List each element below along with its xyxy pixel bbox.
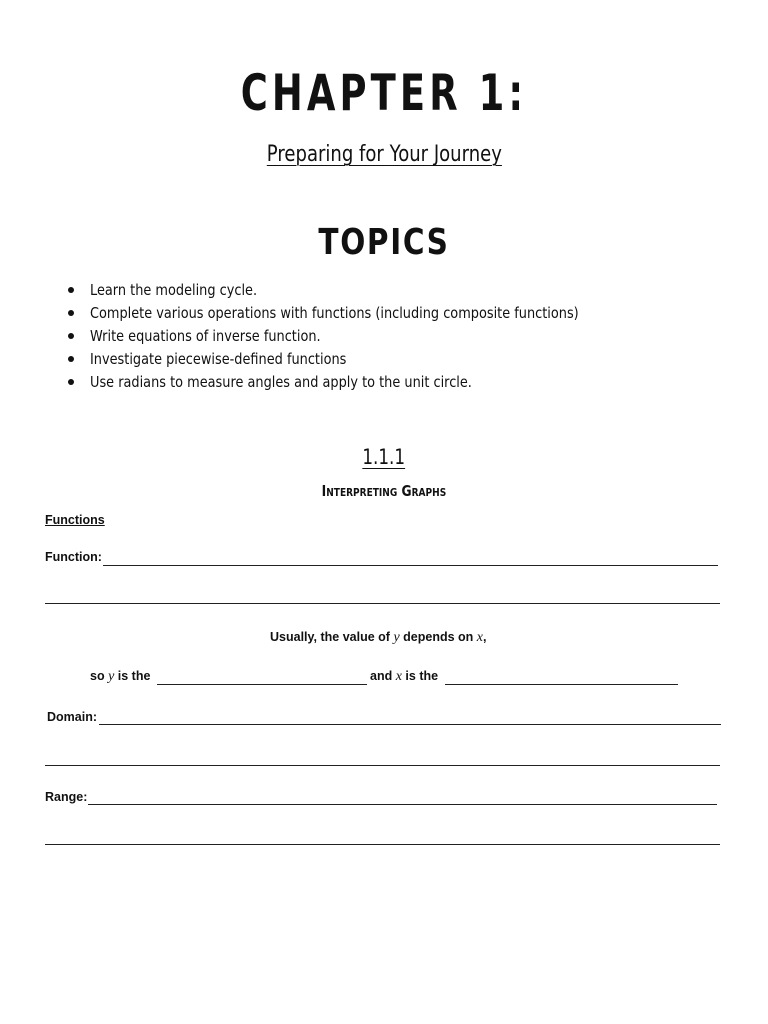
- chapter-title: CHAPTER 1:: [240, 64, 528, 122]
- range-answer-line[interactable]: [88, 804, 717, 805]
- function-answer-line-2[interactable]: [45, 603, 720, 604]
- range-label: Range:: [45, 790, 88, 804]
- bullet-icon: [68, 356, 74, 362]
- bullet-icon: [68, 310, 74, 316]
- chapter-subtitle: [0, 142, 768, 167]
- so-var-x: x: [395, 669, 402, 684]
- section-title: [0, 482, 768, 500]
- bullet-icon: [68, 333, 74, 339]
- so-and: and: [370, 669, 393, 683]
- section-number-text: 1.1.1: [362, 445, 406, 469]
- worksheet-page: CHAPTER 1: Preparing for Your Journey TOPICS Learn the modeling cycle. Complete various operations with functions (including composite functions) Write equations of inverse function. Investigate piecewise-defined functions Use radians to measure angles and apply to the unit circle. 1.1.1 Interpreting Graphs Functions Function: Usually, the value of y depends on x, so y is the and x is the Domain: Range:: [0, 0, 768, 1024]
- usually-prefix: Usually, the value of: [270, 630, 390, 644]
- bullet-icon: [68, 287, 74, 293]
- function-answer-line[interactable]: [103, 565, 718, 566]
- chapter-subtitle-text: Preparing for Your Journey: [266, 142, 502, 167]
- range-answer-line-2[interactable]: [45, 844, 720, 845]
- domain-answer-line[interactable]: [99, 724, 721, 725]
- bullet-icon: [68, 379, 74, 385]
- so-is-the-2: is the: [405, 669, 439, 683]
- var-y: y: [393, 630, 400, 645]
- usually-middle: depends on: [403, 630, 474, 644]
- section-number: [0, 445, 768, 469]
- so-prefix-group: [90, 669, 150, 685]
- domain-answer-line-2[interactable]: [45, 765, 720, 766]
- so-and-group: [370, 669, 438, 685]
- function-label: Function:: [45, 550, 102, 564]
- topics-heading: TOPICS: [318, 222, 450, 263]
- so-is-the-1: is the: [117, 669, 151, 683]
- section-title-text: Interpreting Graphs: [321, 482, 447, 500]
- domain-label: Domain:: [47, 710, 97, 724]
- functions-heading: Functions: [45, 513, 105, 527]
- dependent-variable-blank[interactable]: [157, 684, 367, 685]
- so-var-y: y: [108, 669, 115, 684]
- usually-sentence: [270, 630, 486, 646]
- independent-variable-blank[interactable]: [445, 684, 678, 685]
- so-prefix: so: [90, 669, 105, 683]
- usually-suffix: ,: [483, 630, 487, 644]
- var-x: x: [476, 630, 483, 645]
